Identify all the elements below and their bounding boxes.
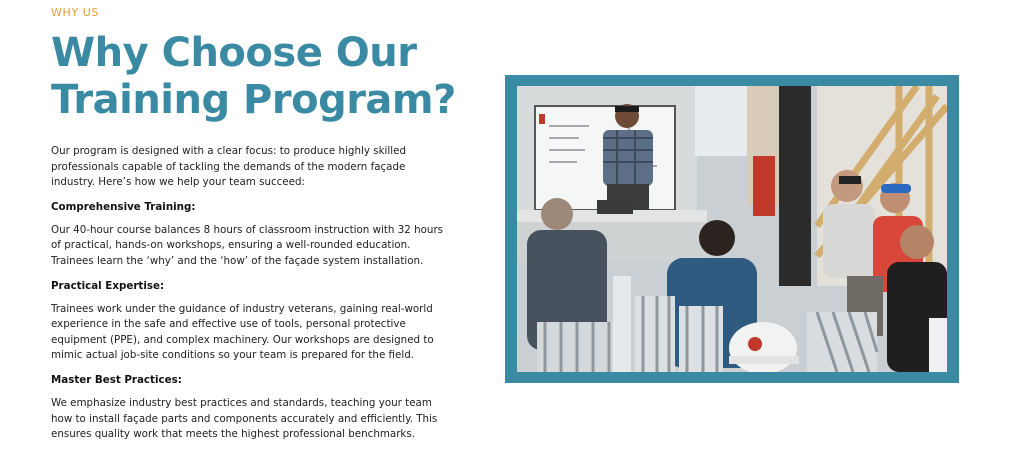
section-text-comprehensive-training: Our 40-hour course balances 8 hours of classroom instruction with 32 hours of practical, hands-on workshops, ensuring a well-rounded education. Trainees learn the ‘why’ and the ‘how’ of the façade system installation. <box>51 223 444 267</box>
training-photo-frame <box>505 75 959 383</box>
training-classroom-photo <box>517 86 947 372</box>
intro-paragraph: Our program is designed with a clear focus: to produce highly skilled professionals capable of tackling the demands of the modern façade industry. Here’s how we help your team succeed: <box>51 145 407 189</box>
section-text-practical-expertise: Trainees work under the guidance of industry veterans, gaining real-world experience in the safe and effective use of tools, personal protective equipment (PPE), and complex machinery. Our workshops are designed to mimic actual job-site conditions so your team is prepared for the field. <box>51 302 434 362</box>
classroom-illustration <box>517 86 947 372</box>
section-text-master-best-practices: We emphasize industry best practices and standards, teaching your team how to install façade parts and components accurately and efficiently. This ensures quality work that meets the highest professional benchmarks. <box>51 396 438 441</box>
page-title: Why Choose Our Training Program? <box>51 30 456 123</box>
section-heading-practical-expertise: Practical Expertise: <box>51 279 165 292</box>
content-column <box>51 144 451 452</box>
section-heading-comprehensive-training: Comprehensive Training: <box>51 200 196 213</box>
eyebrow-label: WHY US <box>51 6 99 19</box>
section-heading-master-best-practices: Master Best Practices: <box>51 373 182 386</box>
